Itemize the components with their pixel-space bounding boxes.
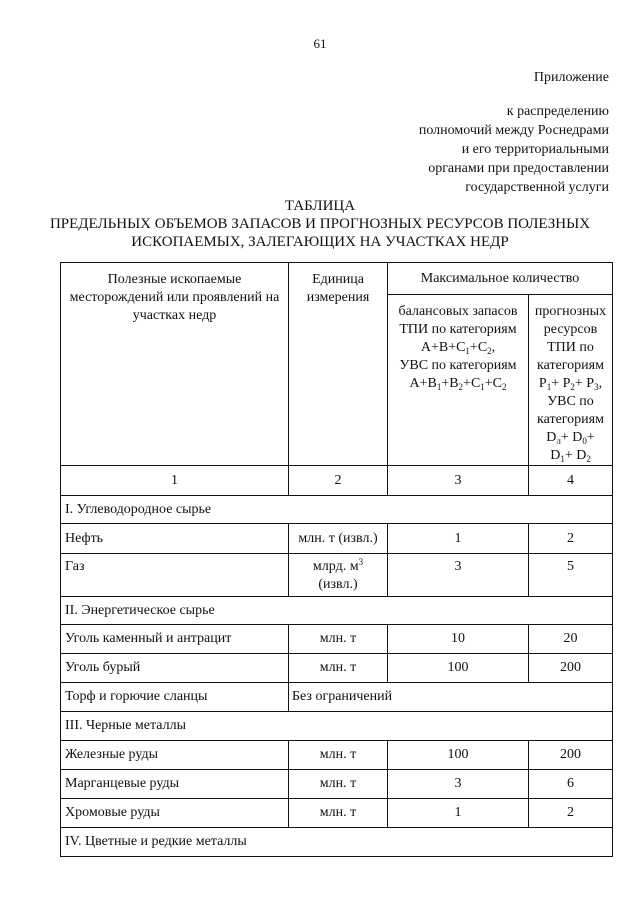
appendix-line: полномочий между Роснедрами <box>418 123 609 138</box>
appendix-line: и его территориальными <box>461 142 609 157</box>
row-name: Марганцевые руды <box>61 770 289 799</box>
appendix-title: Приложение <box>533 70 609 85</box>
row-forecast: 200 <box>529 654 613 683</box>
section-hydrocarbons: I. Углеводородное сырье <box>61 496 613 524</box>
row-unit: млн. т <box>289 654 388 683</box>
document-subtitle-line2: ИСКОПАЕМЫХ, ЗАЛЕГАЮЩИХ НА УЧАСТКАХ НЕДР <box>131 234 509 250</box>
row-unit: млрд. $м^3$ (извл.) <box>289 554 388 597</box>
section-ferrous-metals: III. Черные металлы <box>61 712 613 741</box>
header-forecast-resources: прогнозных ресурсов ТПИ по категориям $P_1+ P_2+ P_3$, УВС по категориям $D_л+ D_0+$ $D_1+ D_2$ <box>529 295 613 466</box>
appendix-description <box>349 102 609 197</box>
row-balance: 3 <box>388 770 529 799</box>
header-max-quantity: Максимальное количество <box>388 263 613 295</box>
appendix-line: государственной услуги <box>465 180 609 195</box>
col-number-1: 1 <box>61 466 289 496</box>
col-number-4: 4 <box>529 466 613 496</box>
row-unit: млн. т <box>289 770 388 799</box>
row-balance: 10 <box>388 625 529 654</box>
col-number-3: 3 <box>388 466 529 496</box>
appendix-line: к распределению <box>506 104 609 119</box>
document-subtitle-line1: ПРЕДЕЛЬНЫХ ОБЪЕМОВ ЗАПАСОВ И ПРОГНОЗНЫХ РЕСУРСОВ ПОЛЕЗНЫХ <box>49 216 591 232</box>
row-name: Железные руды <box>61 741 289 770</box>
row-forecast: 2 <box>529 524 613 554</box>
row-name: Торф и горючие сланцы <box>61 683 289 712</box>
header-minerals: Полезные ископаемые месторождений или проявлений на участках недр <box>61 263 289 466</box>
row-unit: млн. т <box>289 799 388 828</box>
row-balance: 1 <box>388 799 529 828</box>
row-balance: 100 <box>388 654 529 683</box>
row-unit-unlimited: Без ограничений <box>289 683 613 712</box>
row-forecast: 6 <box>529 770 613 799</box>
row-balance: 100 <box>388 741 529 770</box>
row-unit: млн. т <box>289 625 388 654</box>
header-balance-reserves: балансовых запасов ТПИ по категориям $A+B+C_1+C_2$, УВС по категориям $A+B_1+B_2+C_1+C_2$ <box>388 295 529 466</box>
document-title: ТАБЛИЦА <box>284 198 356 214</box>
row-unit: млн. т (извл.) <box>289 524 388 554</box>
row-forecast: 20 <box>529 625 613 654</box>
header-unit: Единица измерения <box>289 263 388 466</box>
section-energy: II. Энергетическое сырье <box>61 597 613 625</box>
row-name: Уголь бурый <box>61 654 289 683</box>
row-name: Уголь каменный и антрацит <box>61 625 289 654</box>
row-forecast: 2 <box>529 799 613 828</box>
row-name: Нефть <box>61 524 289 554</box>
col-number-2: 2 <box>289 466 388 496</box>
appendix-line: органами при предоставлении <box>428 161 609 176</box>
row-forecast: 5 <box>529 554 613 597</box>
row-name: Хромовые руды <box>61 799 289 828</box>
section-nonferrous-metals: IV. Цветные и редкие металлы <box>61 828 613 857</box>
row-unit: млн. т <box>289 741 388 770</box>
row-forecast: 200 <box>529 741 613 770</box>
page-number: 61 <box>313 36 327 51</box>
row-balance: 1 <box>388 524 529 554</box>
limits-table <box>60 262 613 857</box>
row-name: Газ <box>61 554 289 597</box>
row-balance: 3 <box>388 554 529 597</box>
